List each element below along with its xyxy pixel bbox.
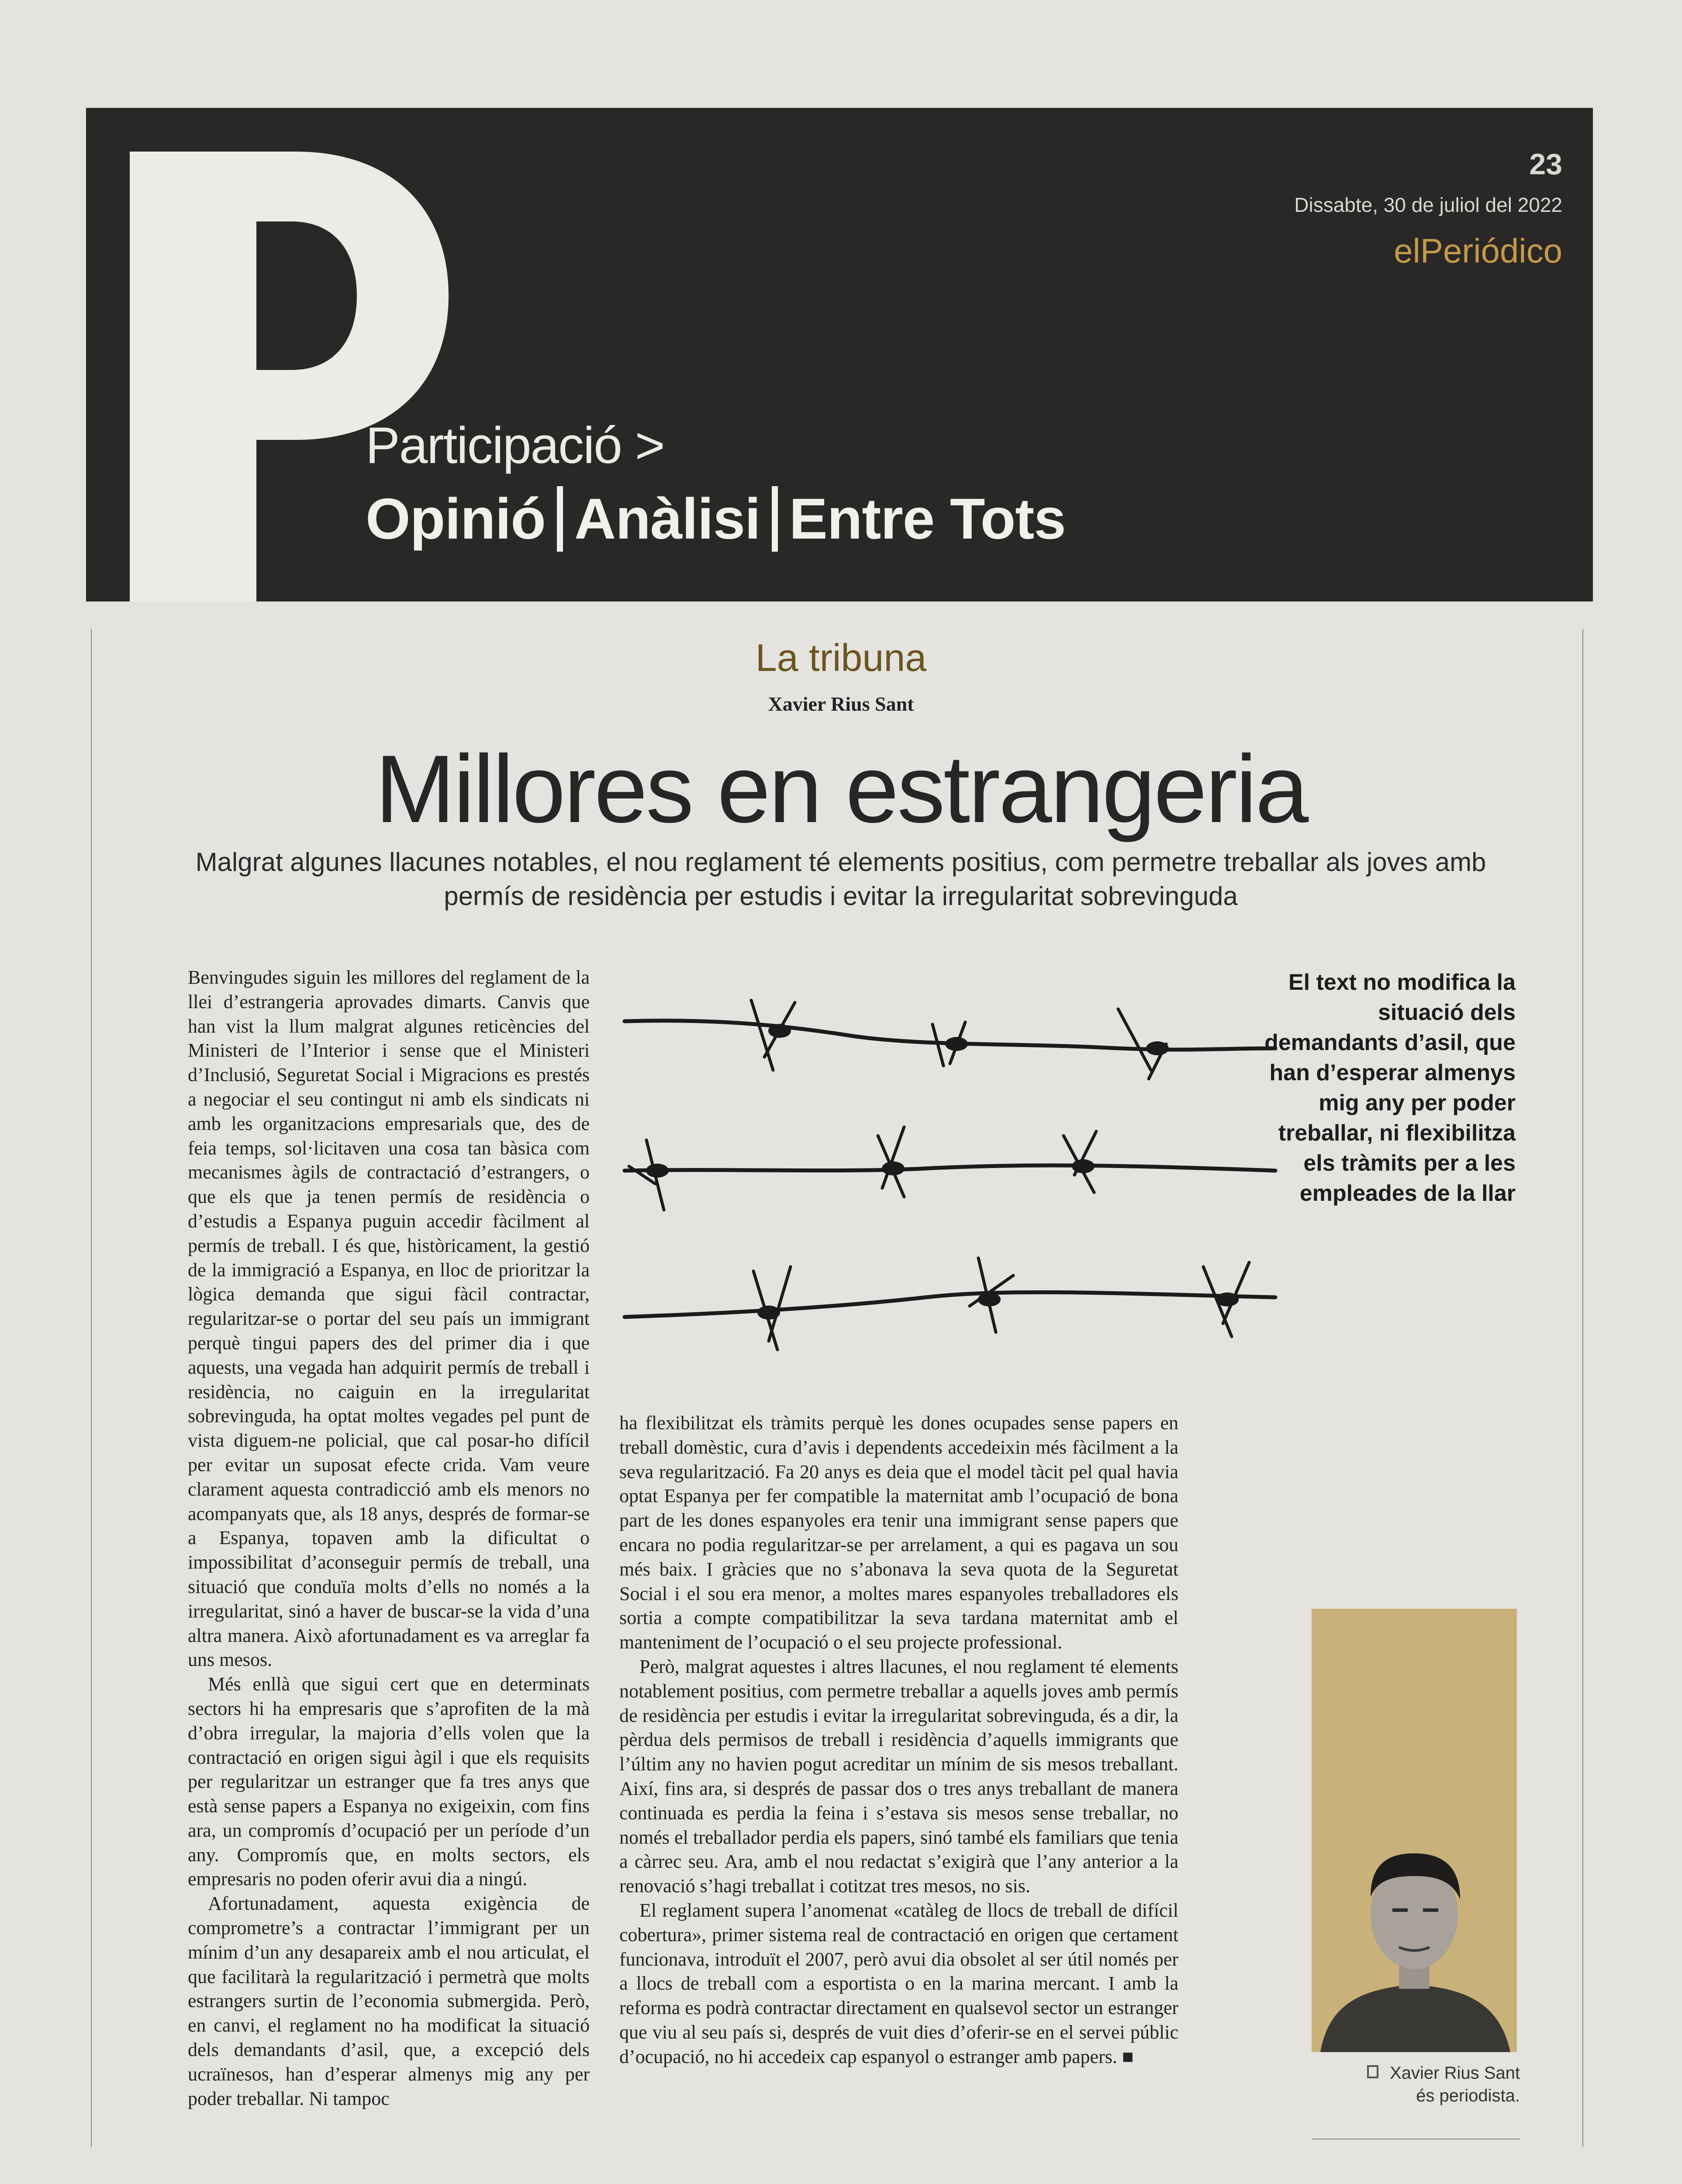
body-paragraph: Però, malgrat aquestes i altres llacunes, el nou reglament té elements notablement positius, com permetre treballar a aquells joves amb permís de residència per estudis i evitar la irregularitat sobrevinguda, és a dir, la pèrdua dels permisos de treball i residència d’aquells immigrants que l’últim any no havien pogut acreditar un mínim de sis mesos treballant. Així, fins ara, si després de passar dos o tres anys treballant de manera continuada es perdia la feina i s’estava sis mesos sense treballar, no només el treballador perdia els papers, sinó també els familiars que tenia a càrrec seu. Ara, amb el nou redactat s’exigirà que l’any anterior a la renovació s’hagi treballat i cotitzat tres mesos, no sis. — [619, 1655, 1178, 1897]
section-banner — [86, 108, 1593, 601]
author-photo — [1312, 1609, 1517, 2052]
tab-analisi: Anàlisi — [574, 487, 760, 551]
frame-rule-right — [1582, 629, 1583, 2147]
body-paragraph: Afortunadament, aquesta exigència de comprometre’s a contractar l’immigrant per un mínim d’un any desapareix amb el nou articulat, el que facilitarà la regularització i permetrà que molts estrangers surtin de l’economia submergida. Però, en canvi, el reglament no ha modificat la situació dels demandants d’asil, que, a excepció dels ucraïnesos, han d’esperar almenys mig any per poder treballar. Ni tampoc — [188, 1893, 590, 2109]
tab-divider — [772, 486, 778, 552]
barbed-wire-illustration — [620, 992, 1280, 1372]
section-label: Participació > — [366, 417, 664, 474]
pull-quote: El text no modifica la situació dels demandants d’asil, que han d’esperar almenys mig any per poder treballar, ni flexibilitza els tràmits per a les empleades de la llar — [1264, 970, 1516, 1206]
article-byline: Xavier Rius Sant — [768, 693, 914, 715]
body-paragraph-continued: ha flexibilitzat els tràmits perquè les dones ocupades sense papers en treball domèstic, cura d’avis i dependents accedeixin més fàcilment a la seva regularització. Fa 20 anys es deia que el model tàcit pel qual havia optat Espanya per fer compatible la maternitat amb l’ocupació de bona part de les dones espanyoles era tenir una immigrant sense papers que encara no podia regularitzar-se per arrelament, a qui es pagava un sou més baix. I gràcies que no s’abonava la seva quota de la Seguretat Social i el sou era menor, a moltes mares espanyoles treballadores els sortia a compte compatibilitzar la seva tardana maternitat amb el manteniment de l’ocupació o el seu projecte professional. — [619, 1412, 1178, 1653]
tab-divider — [557, 486, 563, 552]
article-subheadline: Malgrat algunes llacunes notables, el nou reglament té elements positius, com permetre treballar als joves amb permís de residència per estudis i evitar la irregularitat sobrevinguda — [195, 847, 1486, 911]
body-column-1 — [188, 965, 590, 2111]
issue-date: Dissabte, 30 de juliol del 2022 — [1294, 194, 1562, 216]
article-kicker: La tribuna — [755, 636, 927, 679]
body-column-2 — [619, 1411, 1178, 2069]
tab-opinio: Opinió — [366, 487, 546, 551]
body-paragraph: Benvingudes siguin les millores del reglament de la llei d’estrangeria aprovades dimarts. Canvis que han vist la llum malgrat algunes reticències del Ministeri de l’Interior i sense que el Ministeri d’Inclusió, Seguretat Social i Migracions es prestés a negociar el seu contingut ni amb els sindicats ni amb les organitzacions empresarials que, des de feia temps, sol·licitaven una cosa tan bàsica com mecanismes àgils de contractació d’estrangers, o que els que ja tenen permís de residència o d’estudis a Espanya puguin accedir fàcilment al permís de treball. I és que, històricament, la gestió de la immigració a Espanya, en lloc de prioritzar la lògica demanda que sigui fàcil contractar, regularitzar-se o portar del seu país un immigrant perquè tingui papers des del primer dia i que aquests, una vegada han adquirit permís de treball i residència, no caiguin en la irregularitat sobrevinguda, ha optat moltes vegades pel punt de vista diguem-ne policial, que cal posar-ho difícil per evitar un suposat efecte crida. Vam veure clarament aquesta contradicció amb els menors no acompanyats que, als 18 anys, després de formar-se a Espanya, topaven amb la dificultat o impossibilitat d’aconseguir permís de treball, una situació que conduïa molts d’ells no només a la irregularitat, sinó a haver de buscar-se la vida d’una altra manera. Això afortunadament es va arreglar fa uns mesos. — [188, 967, 590, 1671]
tab-entre-tots: Entre Tots — [789, 487, 1066, 551]
section-tabs — [366, 486, 1066, 552]
article-headline: Millores en estrangeria — [375, 735, 1307, 843]
body-paragraph: El reglament supera l’anomenat «catàleg de llocs de treball de difícil cobertura», primer sistema real de contractació en origen que certament funcionava, introduït el 2007, però avui dia obsolet al ser útil només per a llocs de treball com a esportista o en la marina mercant. I amb la reforma es podrà contractar directament en qualsevol sector un estranger que viu al seu país si, després de vuit dies d’oferir-se en el servei públic d’ocupació, no hi accedeix cap espanyol o estranger amb papers. ■ — [619, 1899, 1178, 2067]
page-number: 23 — [1529, 148, 1562, 181]
author-caption-name: Xavier Rius Sant — [1390, 2063, 1520, 2083]
author-caption — [1363, 2062, 1520, 2107]
body-paragraph: Més enllà que sigui cert que en determinats sectors hi ha empresaris que s’aprofiten de la mà d’obra irregular, la majoria d’ells volen que la contractació en origen sigui àgil i que els requisits per regularitzar un estranger que fa tres anys que està sense papers a Espanya no exigeixin, com fins ara, un compromís d’ocupació per un període d’un any. Compromís que, en molts sectors, els empresaris no poden oferir avui dia a ningú. — [188, 1673, 590, 1890]
author-portrait-illustration — [1312, 1609, 1517, 2052]
author-caption-role: és periodista. — [1416, 2086, 1520, 2105]
frame-rule-left — [91, 629, 92, 2147]
newspaper-logo: elPeriódico — [1394, 232, 1562, 270]
